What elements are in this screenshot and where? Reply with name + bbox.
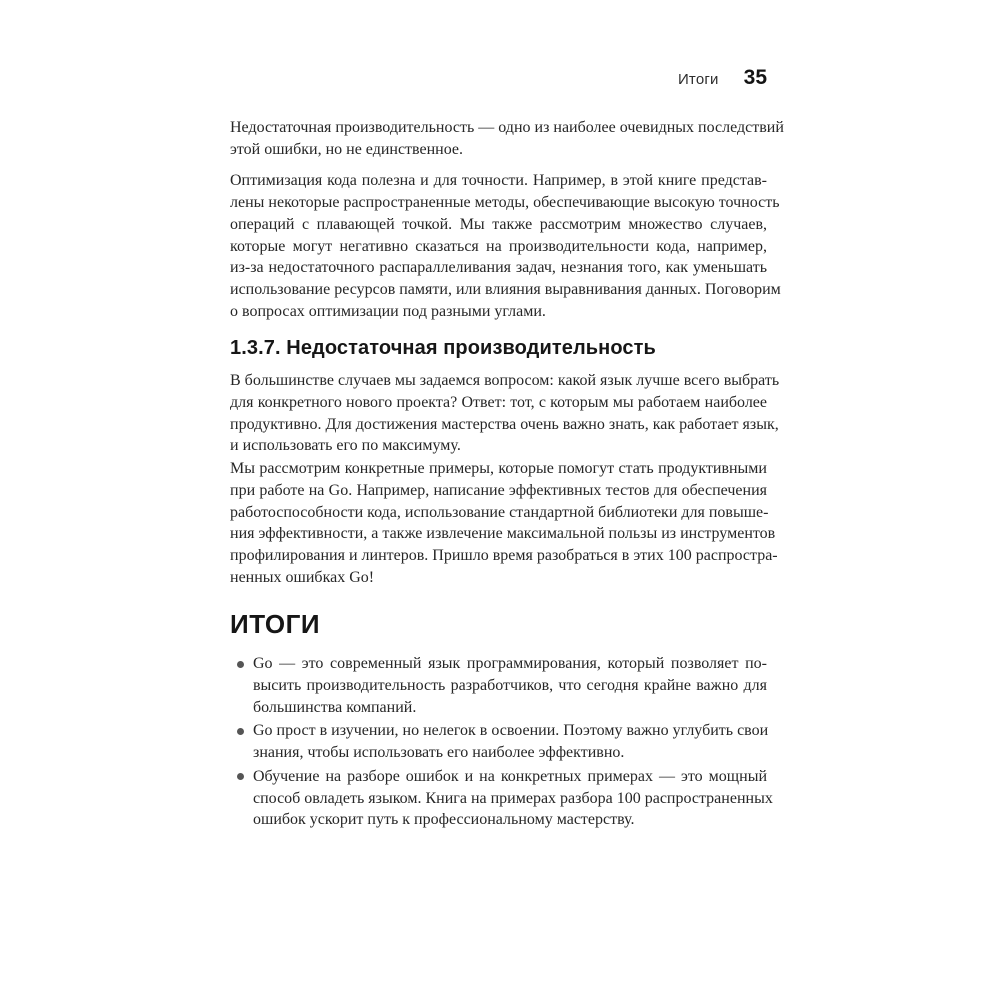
text-line: Оптимизация кода полезна и для точности. Например, в этой книге представ-: [230, 172, 767, 190]
text-line: Недостаточная производительность — одно из наиболее очевидных последствий: [230, 119, 784, 136]
summary-bullet-list: [230, 653, 773, 831]
list-item-go-easy-to-learn: [230, 720, 767, 763]
text-line: при работе на Go. Например, написание эффективных тестов для обеспечения: [230, 481, 767, 499]
paragraph-performance-consequence: [230, 117, 784, 160]
paragraph-concrete-examples: [230, 458, 778, 588]
running-head-section-title: Итоги: [677, 71, 719, 88]
text-line: для конкретного нового проекта? Ответ: тот, с которым мы работаем наиболее: [230, 394, 767, 412]
text-line: способ овладеть языком. Книга на примерах разбора 100 распространенных: [253, 789, 773, 807]
list-item-text: [253, 766, 773, 831]
list-item-text: [253, 653, 767, 718]
text-line: лены некоторые распространенные методы, обеспечивающие высокую точность: [230, 194, 780, 212]
subsection-heading: 1.3.7. Недостаточная производительность: [230, 337, 656, 360]
bullet-icon: [237, 661, 244, 668]
text-line: этой ошибки, но не единственное.: [230, 140, 464, 158]
text-line: ненных ошибках Go!: [230, 568, 375, 586]
text-line: операций с плавающей точкой. Мы также рассмотрим множество случаев,: [230, 215, 767, 233]
list-item-go-modern-language: [230, 653, 767, 718]
text-line: Go — это современный язык программирования, который позволяет по-: [253, 655, 767, 673]
text-line: Мы рассмотрим конкретные примеры, которые помогут стать продуктивными: [230, 460, 767, 478]
text-line: ния эффективности, а также извлечение максимальной пользы из инструментов: [230, 525, 776, 543]
running-head: [230, 66, 767, 88]
text-line: из-за недостаточного распараллеливания задач, незнания того, как уменьшать: [230, 259, 767, 277]
text-line: Go прост в изучении, но нелегок в освоении. Поэтому важно углубить свои: [253, 722, 769, 740]
paragraph-code-optimization: [230, 170, 781, 322]
text-line: профилирования и линтеров. Пришло время разобраться в этих 100 распростра-: [230, 546, 778, 564]
text-line: ошибок ускорит путь к профессиональному мастерству.: [253, 811, 635, 829]
list-item-text: [253, 720, 767, 763]
paragraph-language-choice: [230, 370, 780, 457]
text-line: использование ресурсов памяти, или влияния выравнивания данных. Поговорим: [230, 280, 781, 298]
text-line: продуктивно. Для достижения мастерства очень важно знать, как работает язык,: [230, 415, 779, 433]
text-column: [230, 0, 784, 831]
text-line: В большинстве случаев мы задаемся вопросом: какой язык лучше всего выбрать: [230, 372, 780, 390]
page-number: 35: [743, 66, 767, 89]
text-line: знания, чтобы использовать его наиболее эффективно.: [253, 744, 625, 762]
text-line: которые могут негативно сказаться на производительности кода, например,: [230, 237, 767, 255]
text-line: и использовать его по максимуму.: [230, 437, 461, 455]
bullet-icon: [237, 728, 244, 735]
list-item-learning-from-mistakes: [230, 766, 773, 831]
summary-heading: ИТОГИ: [230, 609, 321, 640]
text-line: большинства компаний.: [253, 698, 417, 716]
text-line: высить производительность разработчиков, что сегодня крайне важно для: [253, 677, 767, 695]
text-line: о вопросах оптимизации под разными углами.: [230, 302, 546, 320]
text-line: работоспособности кода, использование стандартной библиотеки для повыше-: [230, 503, 769, 521]
text-line: Обучение на разборе ошибок и на конкретных примерах — это мощный: [253, 767, 767, 785]
bullet-icon: [237, 773, 244, 780]
